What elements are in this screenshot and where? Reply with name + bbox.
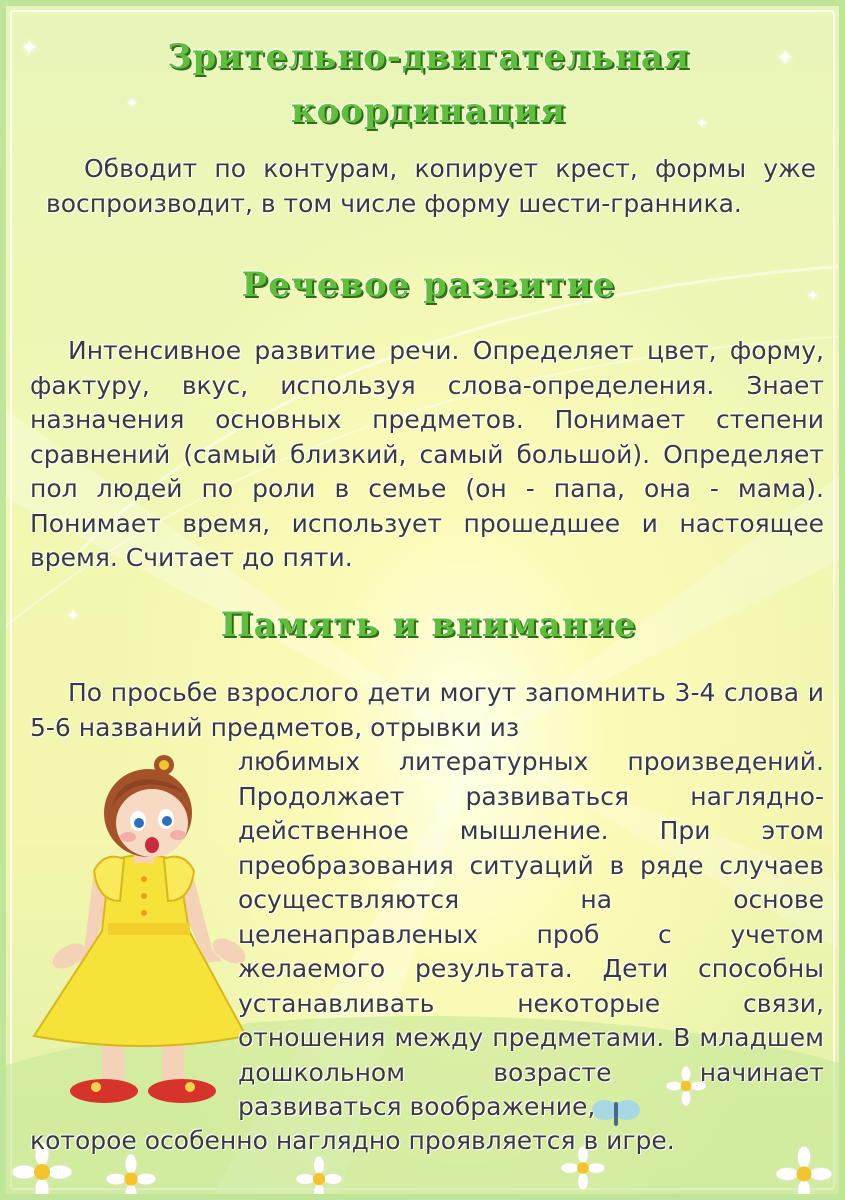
section-title-line-1: Зрительно-двигательная <box>166 37 691 77</box>
section-title-coordination <box>6 30 845 138</box>
sparkle-icon: ✦ <box>696 116 708 132</box>
daisy-icon <box>296 1156 342 1200</box>
sparkle-icon: ✦ <box>126 96 138 112</box>
section-text-memory-start: По просьбе взрослого дети могут запомнить 3-4 слова и 5-6 названий предметов, отрывки из <box>30 678 824 742</box>
section-title-line-2: координация <box>291 91 566 131</box>
sparkle-icon: ✦ <box>66 606 80 625</box>
section-text-speech: Интенсивное развитие речи. Определяет цвет, форму, фактуру, вкус, используя слова-определения. Знает назначения основных предметов. Понимает степени сравнений (самый близкий, самый большой). Определяет пол людей по роли в семье (он - папа, она - мама). Понимает время, использует прошедшее и настоящее время. Считает до пяти. <box>30 336 824 572</box>
sparkle-icon: ✦ <box>20 36 39 61</box>
sparkle-icon: ✦ <box>776 46 795 71</box>
girl-illustration <box>24 751 264 1131</box>
daisy-icon <box>106 1154 156 1200</box>
section-title-speech: Речевое развитие <box>241 265 616 305</box>
section-text-memory-end: которое особенно наглядно проявляется в игре. <box>30 1126 675 1155</box>
section-text-coordination: Обводит по контурам, копирует крест, формы уже воспроизводит, в том числе форму шести-гранника. <box>46 154 816 218</box>
section-text-memory-middle: любимых литературных произведений. Продолжает развиваться наглядно-действенное мышление. При этом преобразования ситуаций в ряде случаев осуществляются на основе целенаправленых проб с учетом желаемого результата. Дети способны устанавливать некоторые связи, отношения между предметами. В младшем дошкольном возрасте начинает развиваться воображение, <box>238 747 824 1121</box>
sparkle-icon: ✦ <box>806 286 820 305</box>
section-title-memory: Память и внимание <box>220 605 637 645</box>
